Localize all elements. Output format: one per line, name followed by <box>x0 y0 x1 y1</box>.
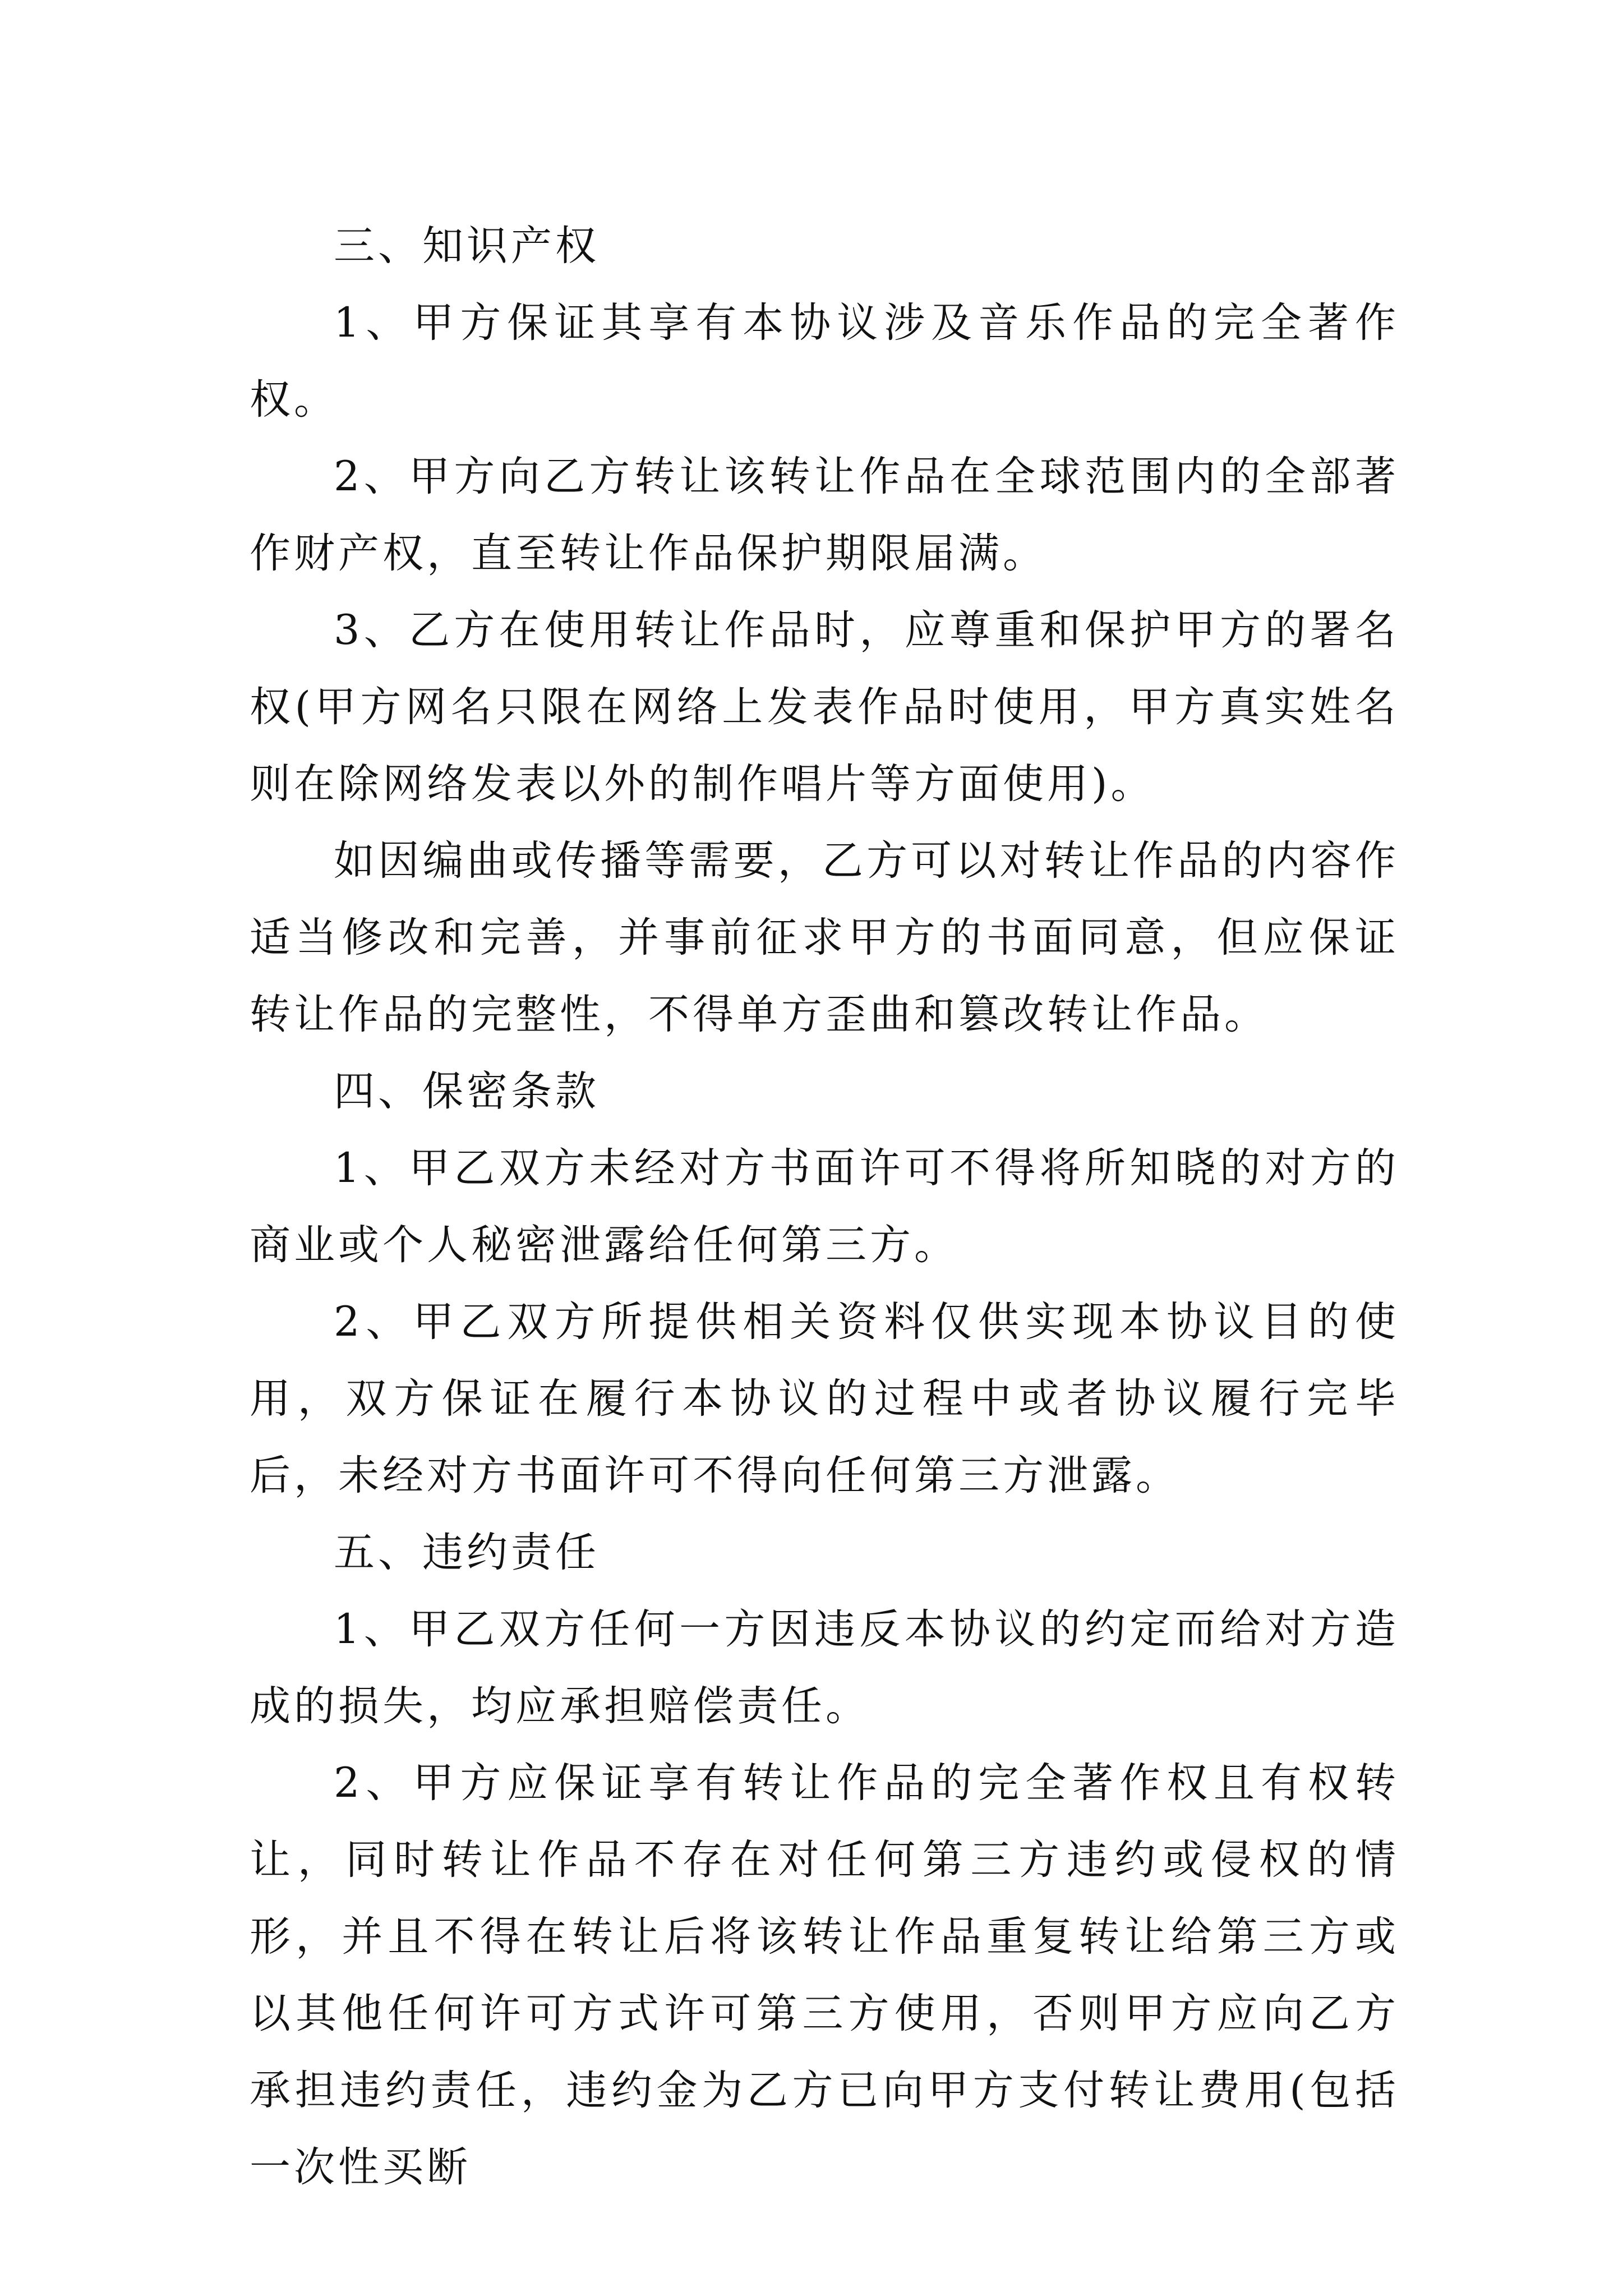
clause-4-1: 1、甲乙双方未经对方书面许可不得将所知晓的对方的商业或个人秘密泄露给任何第三方。 <box>250 1144 1399 1269</box>
clause-3-2: 2、甲方向乙方转让该转让作品在全球范围内的全部著作财产权，直至转让作品保护期限届满。 <box>250 453 1399 577</box>
section-heading-confidentiality: 四、保密条款 <box>334 1068 600 1115</box>
clause-3-3: 3、乙方在使用转让作品时，应尊重和保护甲方的署名权(甲方网名只限在网络上发表作品时使用，甲方真实姓名则在除网络发表以外的制作唱片等方面使用)。 <box>250 606 1399 808</box>
clause-5-2: 2、甲方应保证享有转让作品的完全著作权且有权转让，同时转让作品不存在对任何第三方违约或侵权的情形，并且不得在转让后将该转让作品重复转让给第三方或以其他任何许可方式许可第三方使用，否则甲方应向乙方承担违约责任，违约金为乙方已向甲方支付转让费用(包括一次性买断 <box>250 1759 1399 2191</box>
clause-3-3-continued: 如因编曲或传播等需要，乙方可以对转让作品的内容作适当修改和完善，并事前征求甲方的书面同意，但应保证转让作品的完整性，不得单方歪曲和篡改转让作品。 <box>250 837 1399 1038</box>
document-body <box>250 208 1399 2206</box>
clause-3-1: 1、甲方保证其享有本协议涉及音乐作品的完全著作权。 <box>250 299 1399 424</box>
section-heading-intellectual-property: 三、知识产权 <box>334 222 600 270</box>
section-heading-breach-liability: 五、违约责任 <box>334 1529 600 1576</box>
clause-5-1: 1、甲乙双方任何一方因违反本协议的约定而给对方造成的损失，均应承担赔偿责任。 <box>250 1605 1399 1730</box>
clause-4-2: 2、甲乙双方所提供相关资料仅供实现本协议目的使用，双方保证在履行本协议的过程中或者协议履行完毕后，未经对方书面许可不得向任何第三方泄露。 <box>250 1298 1399 1499</box>
